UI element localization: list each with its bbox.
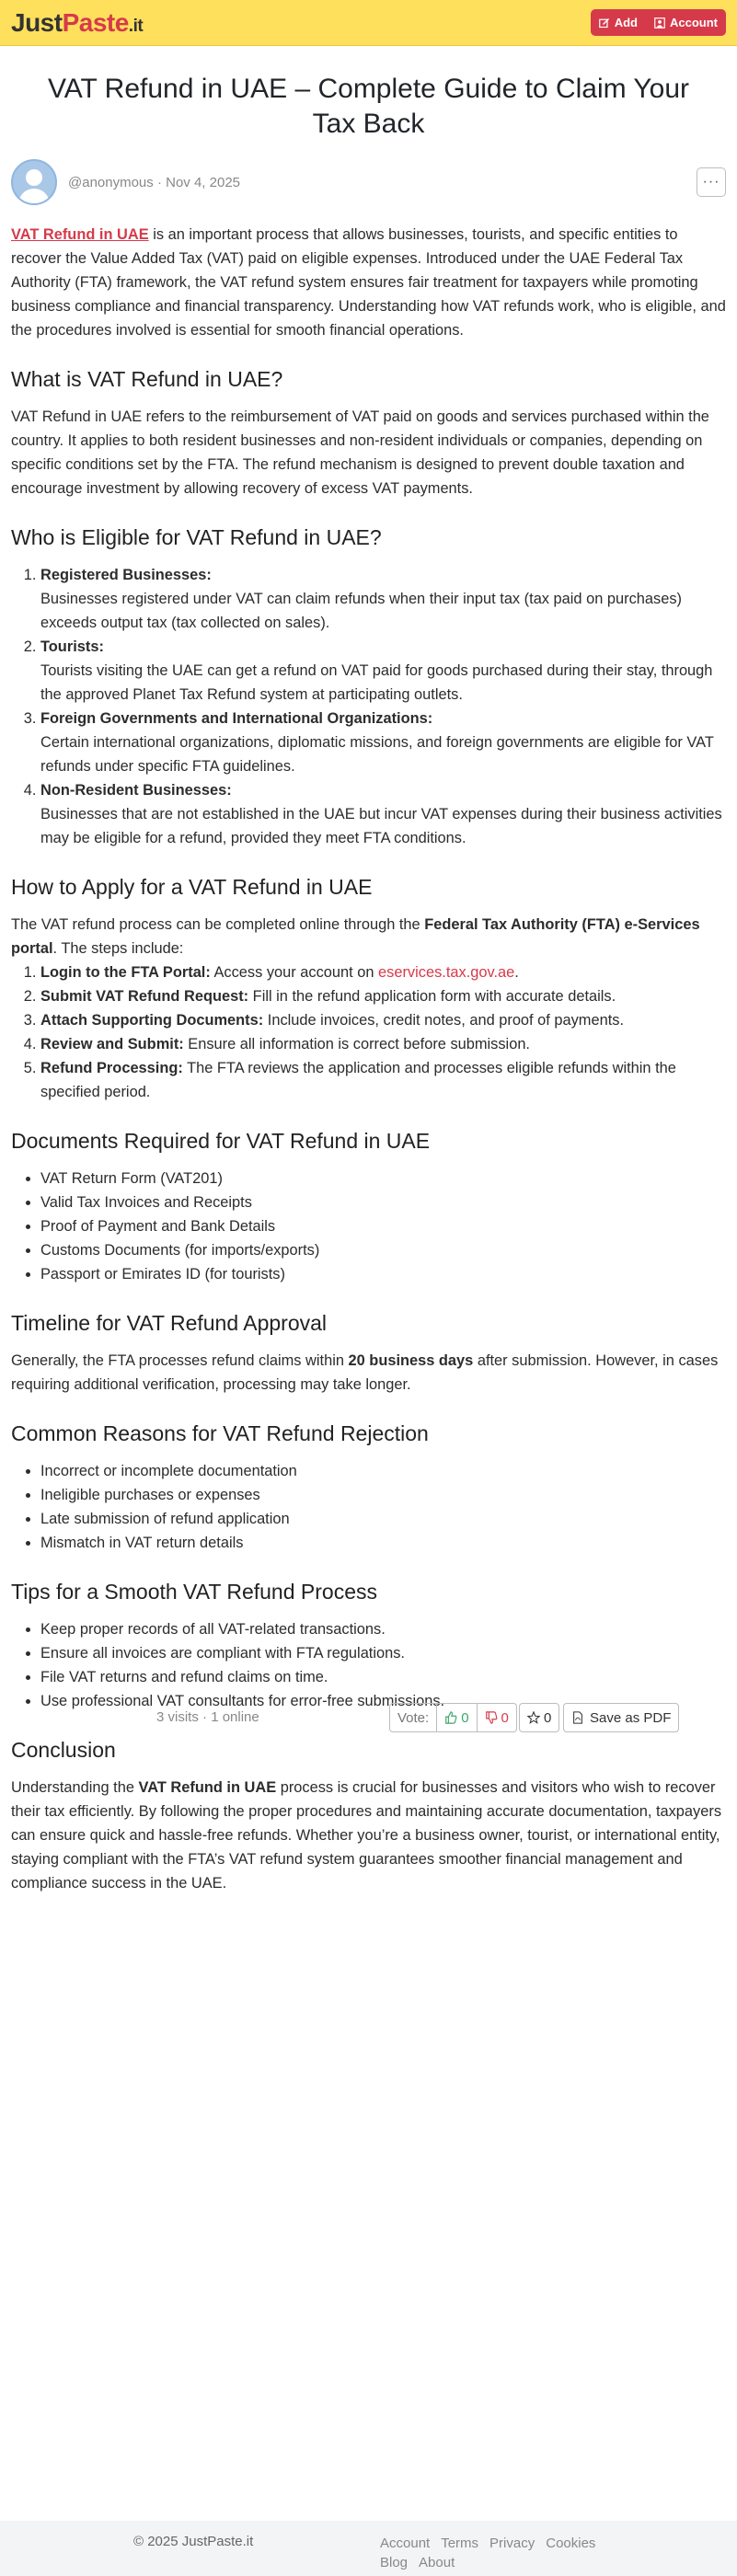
footer-link-blog[interactable]: Blog <box>380 2555 409 2570</box>
favorite-button[interactable]: 0 <box>519 1703 559 1732</box>
tips-list <box>11 1617 726 1713</box>
upvote-button[interactable]: 0 <box>436 1704 476 1731</box>
list-item: • Ineligible purchases or expenses <box>40 1483 726 1507</box>
heading-conclusion: Conclusion <box>11 1738 116 1762</box>
paragraph-what: VAT Refund in UAE refers to the reimbursement of VAT paid on goods and services purchased within the country. It applies to both resident businesses and non-resident individuals or companies, depending on specific conditions set by the FTA. The refund mechanism is designed to prevent double taxation and encourage investment by allowing recovery of excess VAT payments. <box>11 408 709 497</box>
add-button[interactable]: Add <box>591 9 646 36</box>
footer-link-account[interactable]: Account <box>380 2536 431 2551</box>
logo[interactable]: Just Paste .it <box>11 7 144 37</box>
footer-link-about[interactable]: About <box>419 2555 455 2570</box>
list-item: • Customs Documents (for imports/exports) <box>40 1238 726 1262</box>
list-item: • Incorrect or incomplete documentation <box>40 1459 726 1483</box>
thumbs-up-icon <box>444 1711 457 1724</box>
list-item: • VAT Return Form (VAT201) <box>40 1167 726 1190</box>
date: Nov 4, 2025 <box>166 174 241 190</box>
intro-link[interactable]: VAT Refund in UAE <box>11 226 149 243</box>
vote-group <box>389 1703 517 1732</box>
list-item: 4. Review and Submit: Ensure all information is correct before submission. <box>40 1032 726 1056</box>
eligible-list <box>11 563 726 850</box>
list-item: 1. Login to the FTA Portal: Access your account on eservices.tax.gov.ae. <box>40 960 726 984</box>
downvote-button[interactable]: 0 <box>477 1704 516 1731</box>
heading-how: How to Apply for a VAT Refund in UAE <box>11 875 373 899</box>
list-item: • Keep proper records of all VAT-related transactions. <box>40 1617 726 1641</box>
list-item: • Late submission of refund application <box>40 1507 726 1531</box>
list-item: • Mismatch in VAT return details <box>40 1531 726 1555</box>
list-item: • Ensure all invoices are compliant with FTA regulations. <box>40 1641 726 1665</box>
more-icon: ··· <box>702 174 720 190</box>
heading-tips: Tips for a Smooth VAT Refund Process <box>11 1580 377 1604</box>
footer-link-privacy[interactable]: Privacy <box>489 2536 535 2551</box>
heading-who: Who is Eligible for VAT Refund in UAE? <box>11 525 382 549</box>
heading-what: What is VAT Refund in UAE? <box>11 367 283 391</box>
rejection-list <box>11 1459 726 1555</box>
visit-stats: 3 visits · 1 online <box>156 1709 259 1725</box>
list-item: 4. Non-Resident Businesses: Businesses that are not established in the UAE but incur VAT expenses during their business activities may be eligible for a refund, provided they meet FTA conditions. <box>40 778 726 850</box>
user-icon <box>654 17 665 29</box>
vote-label: Vote: <box>397 1709 430 1726</box>
file-pdf-icon <box>571 1711 584 1724</box>
footer <box>0 2521 737 2576</box>
edit-icon <box>599 17 610 29</box>
list-item: 2. Submit VAT Refund Request: Fill in the refund application form with accurate details. <box>40 984 726 1008</box>
page-title: VAT Refund in UAE – Complete Guide to Claim Your Tax Back <box>47 74 690 139</box>
save-pdf-button[interactable]: Save as PDF <box>563 1703 679 1732</box>
heading-docs: Documents Required for VAT Refund in UAE <box>11 1129 431 1153</box>
steps-list <box>11 960 726 1104</box>
docs-list <box>11 1167 726 1286</box>
more-options-button[interactable] <box>697 167 726 197</box>
heading-timeline: Timeline for VAT Refund Approval <box>11 1311 328 1335</box>
post-actions <box>0 1703 737 1732</box>
heading-rejection: Common Reasons for VAT Refund Rejection <box>11 1421 429 1445</box>
paragraph-timeline: Generally, the FTA processes refund claims within 20 business days after submission. However, in cases requiring additional verification, processing may take longer. <box>11 1352 719 1393</box>
list-item: • File VAT returns and refund claims on time. <box>40 1665 726 1689</box>
author: @anonymous <box>68 174 154 190</box>
list-item: 2. Tourists: Tourists visiting the UAE can get a refund on VAT paid for goods purchased during their stay, through the approved Planet Tax Refund system at participating outlets. <box>40 635 726 707</box>
fta-portal-link[interactable]: eservices.tax.gov.ae <box>378 964 515 981</box>
copyright: © 2025 JustPaste.it <box>133 2534 254 2549</box>
list-item: 1. Registered Businesses: Businesses registered under VAT can claim refunds when their input tax (tax paid on purchases) exceeds output tax (tax collected on sales). <box>40 563 726 635</box>
paragraph-how: The VAT refund process can be completed online through the Federal Tax Authority (FTA) e-Services portal. The steps include: <box>11 916 700 957</box>
footer-link-cookies[interactable]: Cookies <box>546 2536 596 2551</box>
paragraph-conclusion: Understanding the VAT Refund in UAE process is crucial for businesses and visitors who wish to recover their tax efficiently. By following the proper procedures and maintaining accurate documentation, taxpayers can ensure quick and hassle-free refunds. Whether you’re a business owner, tourist, or international entity, staying compliant with the FTA’s VAT refund system guarantees smoother financial management and compliance success in the UAE. <box>11 1779 722 1892</box>
author-date: @anonymous · Nov 4, 2025 <box>68 174 241 190</box>
list-item: 3. Attach Supporting Documents: Include invoices, credit notes, and proof of payments. <box>40 1008 726 1032</box>
list-item: • Valid Tax Invoices and Receipts <box>40 1190 726 1214</box>
list-item: • Use professional VAT consultants for error-free submissions. <box>40 1689 726 1713</box>
list-item: 3. Foreign Governments and International Organizations: Certain international organizations, diplomatic missions, and foreign governments are eligible for VAT refunds under specific FTA guidelines. <box>40 707 726 778</box>
thumbs-down-icon <box>485 1711 498 1724</box>
footer-links <box>380 2534 619 2572</box>
list-item: 5. Refund Processing: The FTA reviews the application and processes eligible refunds within the specified period. <box>40 1056 726 1104</box>
list-item: • Proof of Payment and Bank Details <box>40 1214 726 1238</box>
intro-paragraph: VAT Refund in UAE is an important process that allows businesses, tourists, and specific entities to recover the Value Added Tax (VAT) paid on eligible expenses. Introduced under the UAE Federal Tax Authority (FTA) framework, the VAT refund system ensures fair treatment for taxpayers while promoting business compliance and financial transparency. Understanding how VAT refunds work, who is eligible, and the procedures involved is essential for smooth financial operations. <box>11 226 726 339</box>
footer-link-terms[interactable]: Terms <box>441 2536 479 2551</box>
list-item: • Passport or Emirates ID (for tourists) <box>40 1262 726 1286</box>
avatar[interactable] <box>11 159 57 205</box>
account-button[interactable]: Account <box>646 9 726 36</box>
star-icon <box>527 1711 540 1724</box>
top-bar <box>0 0 737 46</box>
post-meta <box>11 158 726 206</box>
article-content <box>11 223 726 1910</box>
